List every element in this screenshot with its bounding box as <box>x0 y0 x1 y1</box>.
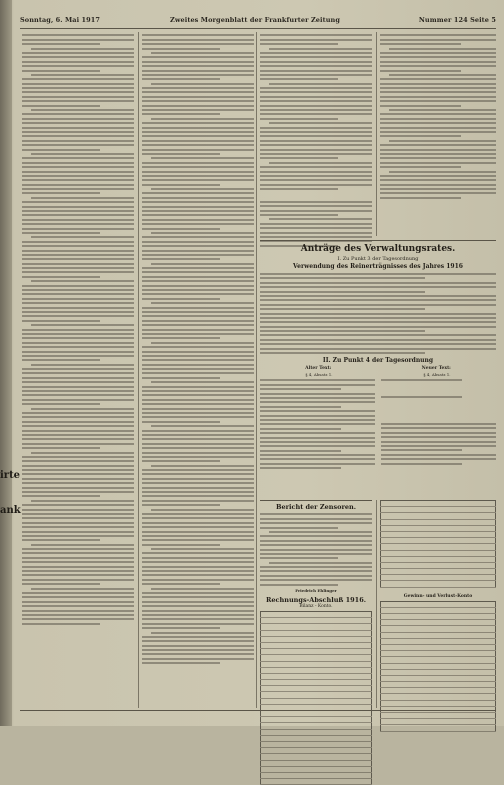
balance-subtitle: Bilanz - Konto. <box>299 604 333 610</box>
edge-letters-bottom: ank <box>0 505 21 516</box>
header-rule <box>20 28 496 29</box>
balance-title: Rechnungs-Abschluß 1916. <box>266 596 366 605</box>
profit-loss-table <box>380 601 496 732</box>
column-separator-3a <box>376 32 377 236</box>
page-header <box>20 14 496 28</box>
auditors-title: Bericht der Zensoren. <box>276 503 356 511</box>
motions-item1-text <box>260 273 496 354</box>
old-text-label: Alter Text: <box>305 366 332 372</box>
page-binding-edge <box>0 0 12 726</box>
column-2 <box>142 32 254 708</box>
new-text-body <box>381 377 496 472</box>
auditors-section <box>260 500 372 785</box>
header-date: Sonntag, 6. Mai 1917 <box>20 16 101 24</box>
motions-section <box>260 240 496 472</box>
column-1 <box>22 32 134 708</box>
auditor-signature: Friedrich Ehlinger <box>295 588 337 594</box>
new-text-label: Neuer Text: <box>421 366 451 372</box>
old-paragraph-label: § 4, Absatz 1. <box>305 372 333 378</box>
header-page-number: Nummer 124 Seite 5 <box>418 16 496 24</box>
column-separator-2 <box>256 32 257 708</box>
column-4-bottom <box>380 500 496 732</box>
column-4-top-text <box>380 34 496 198</box>
profit-loss-title: Gewinn- und Verlust-Konto <box>403 593 473 599</box>
column-4-top <box>380 32 496 236</box>
auditors-text <box>260 513 372 585</box>
header-newspaper-title: Zweites Morgenblatt der Frankfurter Zeitung <box>170 16 341 24</box>
column-1-text <box>22 34 134 624</box>
footer-rule <box>20 710 496 711</box>
old-text-body <box>260 377 375 472</box>
column-separator-3b <box>376 500 377 708</box>
motions-item1-subtitle: Verwendung des Reinerträgnisses des Jahres 1916 <box>293 263 463 270</box>
old-new-texts <box>260 377 496 472</box>
motions-item2: II. Zu Punkt 4 der Tagesordnung <box>322 357 434 365</box>
edge-letters-top: irte <box>0 470 21 481</box>
old-new-text-headers <box>260 366 496 371</box>
balance-table <box>260 611 372 785</box>
motions-title: Anträge des Verwaltungsrates. <box>300 244 456 254</box>
new-paragraph-label: § 4, Absatz 1. <box>423 372 451 378</box>
column-2-text <box>142 34 254 664</box>
column-separator-1 <box>138 32 139 708</box>
assets-table <box>380 500 496 588</box>
column-3-top-text <box>260 34 372 190</box>
motions-item1: I. Zu Punkt 3 der Tagesordnung <box>337 256 419 262</box>
